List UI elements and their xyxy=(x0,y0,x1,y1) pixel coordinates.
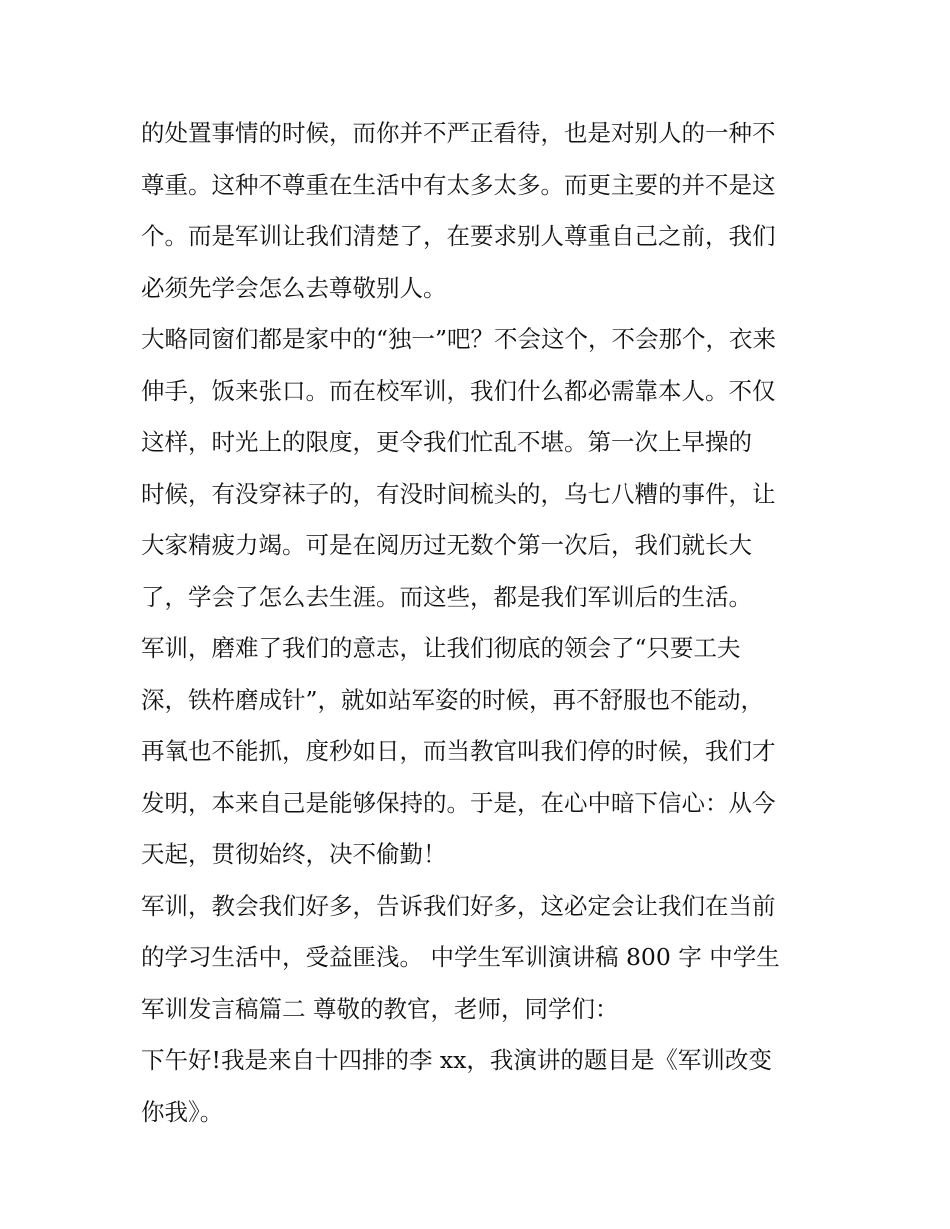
text-line: 必须先学会怎么去尊敬别人。 xyxy=(141,273,447,302)
text-line: 大略同窗们都是家中的“独一”吧？不会这个，不会那个，衣来 xyxy=(141,325,777,353)
text-line: 个。而是军训让我们清楚了，在要求别人尊重自己之前，我们 xyxy=(141,222,776,250)
text-line: 尊重。这种不尊重在生活中有太多太多。而更主要的并不是这 xyxy=(141,170,776,199)
text-line: 时候，有没穿袜子的，有没时间梳头的，乌七八糟的事件，让 xyxy=(141,479,776,508)
text-line: 这样，时光上的限度，更令我们忙乱不堪。第一次上早操的 xyxy=(141,428,752,456)
text-line: 再氧也不能抓，度秒如日，而当教官叫我们停的时候，我们才 xyxy=(141,737,776,765)
text-line: 伸手，饭来张口。而在校军训，我们什么都必需靠本人。不仅 xyxy=(141,376,776,405)
body-text xyxy=(141,108,817,1138)
text-line: 军训，教会我们好多，告诉我们好多，这必定会让我们在当前 xyxy=(141,891,776,920)
text-line: 你我》。 xyxy=(141,1097,224,1126)
text-line: 军训发言稿篇二 尊敬的教官，老师，同学们： xyxy=(141,994,619,1023)
text-line: 了，学会了怎么去生涯。而这些，都是我们军训后的生活。 xyxy=(141,582,752,611)
text-line: 的学习生活中，受益匪浅。 中学生军训演讲稿 800 字 中学生 xyxy=(141,943,780,971)
text-line: 发明，本来自己是能够保持的。于是，在心中暗下信心：从今 xyxy=(141,788,776,817)
text-line: 军训，磨难了我们的意志，让我们彻底的领会了“只要工夫 xyxy=(141,634,741,662)
text-line: 深，铁杵磨成针”，就如站军姿的时候，再不舒服也不能动， xyxy=(141,685,765,714)
text-line: 天起，贯彻始终，决不偷勤！ xyxy=(141,840,447,868)
text-line: 下午好!我是来自十四排的李 xx，我演讲的题目是《军训改变 xyxy=(141,1046,772,1074)
text-line: 大家精疲力竭。可是在阅历过无数个第一次后，我们就长大 xyxy=(141,531,752,559)
text-line: 的处置事情的时候，而你并不严正看待，也是对别人的一种不 xyxy=(141,119,776,147)
